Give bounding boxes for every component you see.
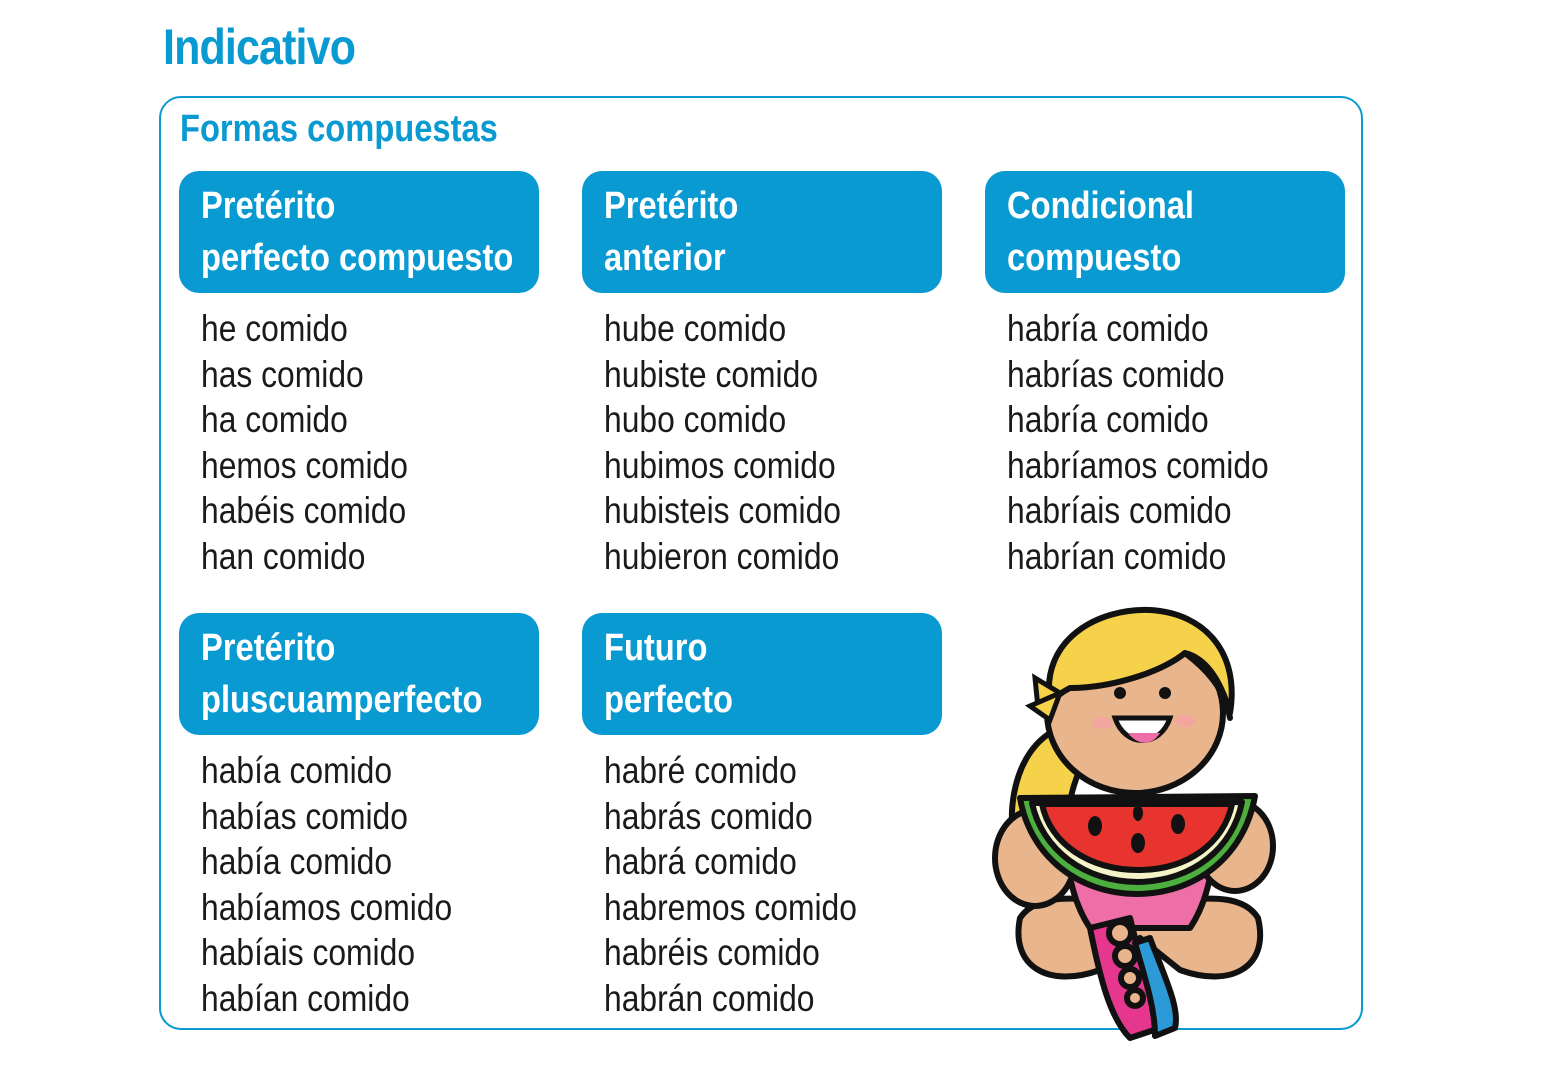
conjugation-form: habríais comido [1007,490,1232,531]
tense-header [582,613,942,735]
tense-card-preterito-pluscuamperfecto [179,613,539,1021]
tense-title-line: Pretérito [201,627,336,669]
conjugation-form: había comido [201,750,393,791]
conjugation-form: habrán comido [604,977,815,1019]
conjugation-form: he comido [201,308,348,349]
conjugation-list [179,306,539,579]
tense-header [179,171,539,293]
conjugation-form: hubiste comido [604,353,819,395]
conjugation-list [582,748,942,1021]
conjugation-form: han comido [201,535,366,577]
conjugation-form: habría comido [1007,308,1209,349]
conjugation-form: habéis comido [201,490,407,531]
conjugation-list [582,306,942,579]
tense-title-line: perfecto compuesto [201,237,514,279]
conjugation-form: hemos comido [201,444,408,486]
conjugation-form: habréis comido [604,932,820,973]
conjugation-form: hubimos comido [604,444,836,486]
conjugation-form: hube comido [604,308,787,349]
tense-card-futuro-perfecto [582,613,942,1021]
tense-card-condicional-compuesto [985,171,1345,579]
section-title: Formas compuestas [180,108,498,150]
tense-header [985,171,1345,293]
tense-card-preterito-anterior [582,171,942,579]
page-title: Indicativo [163,19,356,75]
conjugation-form: habré comido [604,750,797,791]
tense-title-line: Futuro [604,627,708,669]
conjugation-form: habían comido [201,977,410,1019]
conjugation-form: hubisteis comido [604,490,842,531]
conjugation-form: habríamos comido [1007,444,1269,486]
tense-title-line: Condicional [1007,185,1195,227]
conjugation-form: hubieron comido [604,535,840,577]
tense-header [179,613,539,735]
conjugation-form: habrá comido [604,841,797,882]
conjugation-form: había comido [201,841,393,882]
conjugation-list [179,748,539,1021]
girl-eating-watermelon-icon [990,598,1280,1043]
tense-title-line: perfecto [604,679,733,721]
conjugation-form: habrás comido [604,795,813,837]
conjugation-form: habíais comido [201,932,416,973]
conjugation-form: habremos comido [604,886,857,928]
conjugation-form: hubo comido [604,399,787,440]
conjugation-form: habíamos comido [201,886,453,928]
tense-title-line: Pretérito [201,185,336,227]
conjugation-form: habría comido [1007,399,1209,440]
tense-header [582,171,942,293]
tense-title-line: pluscuamperfecto [201,679,483,721]
tense-title-line: Pretérito [604,185,739,227]
conjugation-form: has comido [201,353,364,395]
tense-title-line: anterior [604,237,726,279]
conjugation-form: ha comido [201,399,348,440]
conjugation-form: habrías comido [1007,353,1225,395]
tense-title-line: compuesto [1007,237,1182,279]
conjugation-list [985,306,1345,579]
conjugation-form: habías comido [201,795,408,837]
conjugation-form: habrían comido [1007,535,1227,577]
tense-card-preterito-perfecto-compuesto [179,171,539,579]
